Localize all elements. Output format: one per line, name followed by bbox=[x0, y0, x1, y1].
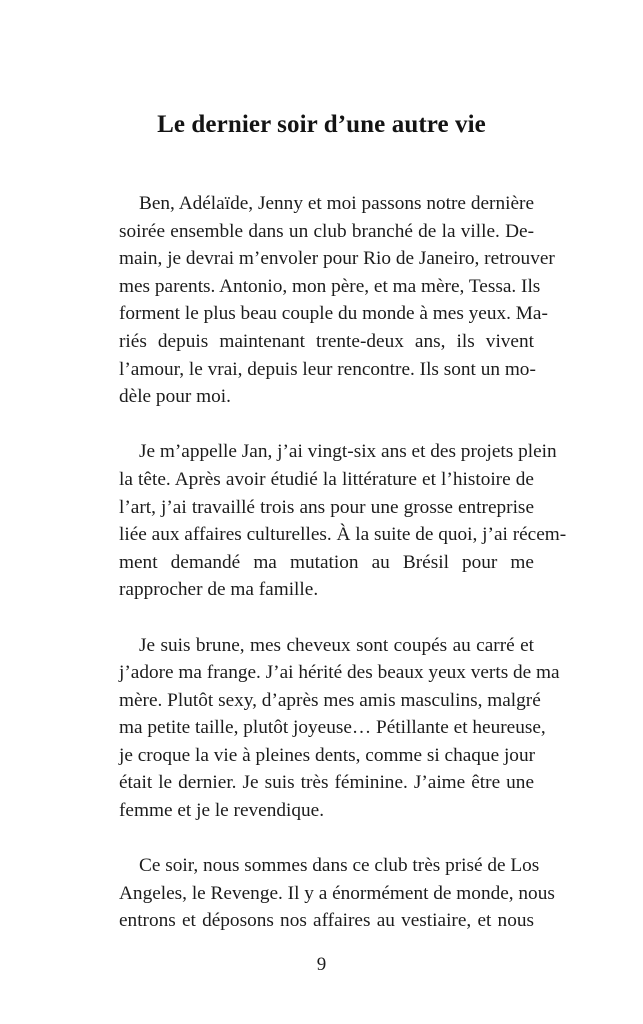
text-line: Ce soir, nous sommes dans ce club très prisé de Los bbox=[139, 855, 540, 877]
text-line: soirée ensemble dans un club branché de la ville. De- bbox=[119, 220, 534, 242]
chapter-title: Le dernier soir d’une autre vie bbox=[157, 110, 486, 138]
text-line: je croque la vie à pleines dents, comme si chaque jour bbox=[119, 744, 536, 766]
body-text bbox=[119, 190, 567, 935]
text-line: l’art, j’ai travaillé trois ans pour une grosse entreprise bbox=[119, 496, 534, 518]
text-line: main, je devrai m’envoler pour Rio de Janeiro, retrouver bbox=[119, 248, 555, 270]
text-line: entrons et déposons nos affaires au vestiaire, et nous bbox=[119, 910, 534, 932]
text-line: ma petite taille, plutôt joyeuse… Pétillante et heureuse, bbox=[119, 717, 546, 739]
text-line: rapprocher de ma famille. bbox=[119, 579, 319, 601]
page-number: 9 bbox=[316, 954, 327, 975]
text-line: la tête. Après avoir étudié la littérature et l’histoire de bbox=[119, 468, 534, 490]
text-line: mère. Plutôt sexy, d’après mes amis masculins, malgré bbox=[119, 689, 541, 711]
text-line: mes parents. Antonio, mon père, et ma mère, Tessa. Ils bbox=[119, 275, 541, 297]
text-line: était le dernier. Je suis très féminine. J’aime être une bbox=[119, 772, 534, 794]
text-line: liée aux affaires culturelles. À la suite de quoi, j’ai récem- bbox=[119, 524, 567, 546]
text-line: Ben, Adélaïde, Jenny et moi passons notre dernière bbox=[139, 193, 534, 214]
paragraph-3 bbox=[119, 632, 560, 825]
paragraph-4 bbox=[119, 852, 555, 935]
text-line: dèle pour moi. bbox=[119, 386, 231, 408]
text-line: ment demandé ma mutation au Brésil pour me bbox=[119, 551, 534, 573]
paragraph-1 bbox=[119, 190, 555, 411]
text-line: femme et je le revendique. bbox=[119, 800, 325, 822]
text-line: Je suis brune, mes cheveux sont coupés au carré et bbox=[139, 634, 534, 656]
text-line: j’adore ma frange. J’ai hérité des beaux yeux verts de ma bbox=[119, 662, 560, 684]
text-line: Angeles, le Revenge. Il y a énormément de monde, nous bbox=[119, 882, 555, 904]
text-line: riés depuis maintenant trente-deux ans, ils vivent bbox=[119, 330, 534, 352]
paragraph-2 bbox=[119, 438, 567, 604]
text-line: forment le plus beau couple du monde à mes yeux. Ma- bbox=[119, 303, 548, 325]
text-line: l’amour, le vrai, depuis leur rencontre. Ils sont un mo- bbox=[119, 358, 536, 380]
text-line: Je m’appelle Jan, j’ai vingt-six ans et des projets plein bbox=[139, 441, 557, 463]
